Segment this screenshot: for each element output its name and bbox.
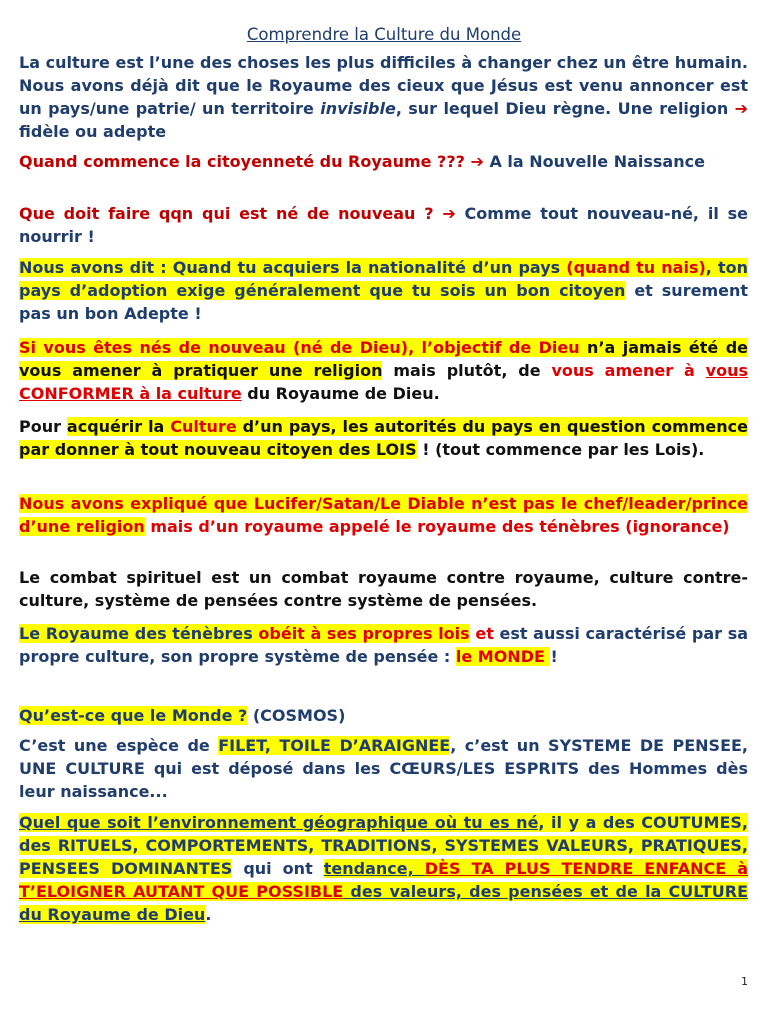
right-arrow-icon: ➔ (470, 152, 484, 171)
p11-text-a: C’est une espèce de (19, 736, 219, 755)
paragraph-6 (19, 415, 748, 461)
p5-text-d: vous amener à (551, 361, 706, 380)
paragraph-9 (19, 622, 748, 668)
p11-text-b: FILET, TOILE D’ARAIGNEE (218, 736, 451, 755)
p5-text-c: mais plutôt, de (382, 361, 552, 380)
p9-text-c: et (469, 624, 494, 643)
p1-text-d: fidèle ou adepte (19, 122, 167, 141)
p4-text-a: Nous avons dit : Quand tu acquiers la nationalité d’un pays (19, 258, 567, 277)
right-arrow-icon: ➔ (734, 99, 749, 118)
p9-text-e: le MONDE (455, 647, 551, 666)
p11-text-c: , c’est un SYSTEME DE PENSEE, UNE CULTURE qui est déposé dans les CŒURS/LES ESPRITS des Hommes dès leur naissance... (19, 736, 749, 801)
p12-text-g: . (205, 905, 212, 924)
p6-text-b: acquérir la (66, 417, 171, 436)
paragraph-11 (19, 734, 748, 803)
p2-text-b: A la Nouvelle Naissance (483, 152, 705, 171)
p8-text-a: Le combat spirituel est un combat royaume contre royaume, culture contre-culture, système de pensées contre système de pensées. (19, 568, 748, 610)
paragraph-3 (19, 202, 748, 248)
paragraph-4 (19, 256, 748, 325)
p9-text-b: obéit à ses propres lois (252, 624, 470, 643)
p5-text-b: n’a jamais été de vous amener à pratiquer une religion (19, 338, 748, 380)
p5-text-f: du Royaume de Dieu. (241, 384, 440, 403)
page-title: Comprendre la Culture du Monde (246, 25, 522, 44)
paragraph-5 (19, 336, 748, 405)
p4-text-b: (quand tu nais) (566, 258, 706, 277)
p6-text-a: Pour (19, 417, 67, 436)
p12-text-b: , il y a des COUTUMES, des RITUELS, COMPORTEMENTS, TRADITIONS, SYSTEMES VALEURS, PRATIQUES, PENSEES DOMINANTES (19, 813, 748, 878)
p12-text-e: DÈS TA PLUS TENDRE ENFANCE à T’ELOIGNER AUTANT QUE POSSIBLE (19, 859, 748, 901)
p12-text-d: tendance, (323, 859, 425, 878)
p4-text-d: et surement pas un bon Adepte ! (19, 281, 748, 323)
right-arrow-icon: ➔ (442, 204, 456, 223)
p3-text-a: Que doit faire qqn qui est né de nouveau ? (19, 204, 443, 223)
paragraph-1 (19, 51, 748, 143)
paragraph-8 (19, 566, 748, 612)
p6-text-d: d’un pays, les autorités du pays en question commence par donner à tout nouveau citoyen des LOIS (19, 417, 749, 459)
p9-text-f: ! (550, 647, 558, 666)
p9-text-a: Le Royaume des ténèbres (19, 624, 253, 643)
p7-text-b: mais d’un royaume appelé le royaume des ténèbres (ignorance) (144, 517, 730, 536)
p1-text-a: La culture est l’une des choses les plus difficiles à changer chez un être humain. Nous avons déjà dit que le Royaume des cieux que Jésus est venu annoncer est un pays/une patrie/ un territoire (19, 53, 748, 118)
paragraph-10 (19, 704, 748, 727)
p12-text-c: qui ont (232, 859, 324, 878)
paragraph-7 (19, 492, 748, 538)
paragraph-2 (19, 150, 748, 173)
p4-text-c: , ton pays d’adoption exige généralement que tu sois un bon citoyen (19, 258, 748, 300)
p2-text-a: Quand commence la citoyenneté du Royaume ??? (19, 152, 471, 171)
p12-text-a: Quel que soit l’environnement géographique où tu es né (19, 813, 539, 832)
p10-text-a: Qu’est-ce que le Monde ? (19, 706, 248, 725)
p9-text-d: est aussi caractérisé par sa propre culture, son propre système de pensée : (19, 624, 749, 666)
p12-text-f: des valeurs, des pensées et de la CULTURE du Royaume de Dieu (19, 882, 748, 924)
p3-text-b: Comme tout nouveau-né, il se nourrir ! (19, 204, 748, 246)
p1-text-b: invisible (320, 99, 396, 118)
p1-text-c: , sur lequel Dieu règne. Une religion (395, 99, 735, 118)
paragraph-12 (19, 811, 748, 926)
p6-text-c: Culture (170, 417, 237, 436)
p7-text-a: Nous avons expliqué que Lucifer/Satan/Le Diable n’est pas le chef/leader/prince d’une religion (19, 494, 748, 536)
p6-text-e: ! (tout commence par les Lois). (416, 440, 705, 459)
p5-text-e: vous CONFORMER à la culture (19, 361, 749, 403)
p5-text-a: Si vous êtes nés de nouveau (né de Dieu), l’objectif de Dieu (19, 338, 580, 357)
page-number: 1 (741, 975, 748, 988)
p10-text-b: (COSMOS) (247, 706, 346, 725)
